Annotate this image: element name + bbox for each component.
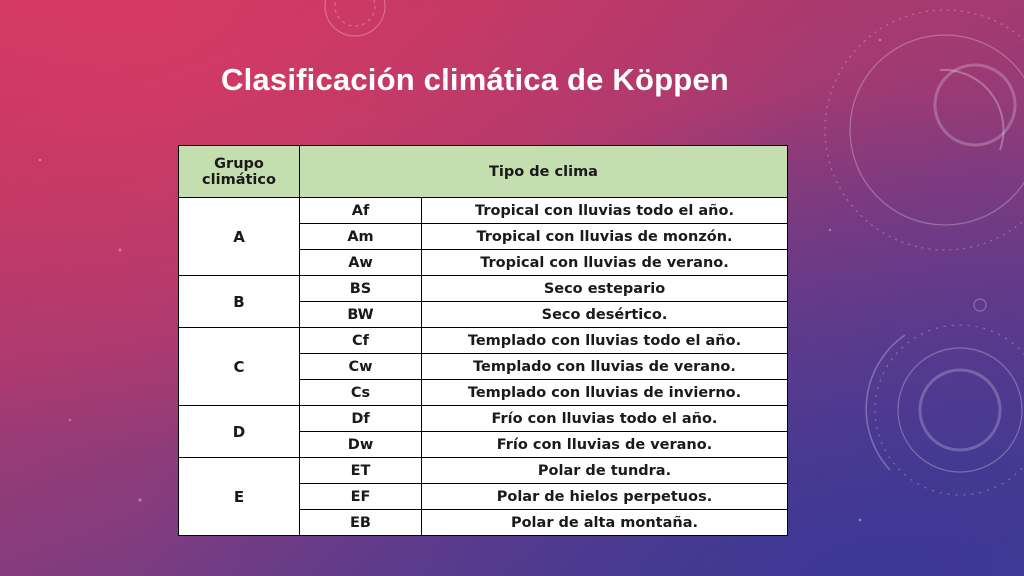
- climate-description-cell: Templado con lluvias de verano.: [422, 354, 788, 380]
- climate-description-cell: Polar de alta montaña.: [422, 510, 788, 536]
- table-row: [179, 458, 788, 484]
- climate-code-cell: BS: [300, 276, 422, 302]
- climate-description-cell: Frío con lluvias todo el año.: [422, 406, 788, 432]
- slide-title: Clasificación climática de Köppen: [221, 62, 729, 97]
- climate-description-cell: Templado con lluvias de invierno.: [422, 380, 788, 406]
- header-group: Grupo climático: [179, 146, 300, 198]
- table-row: [179, 276, 788, 302]
- climate-code-cell: EB: [300, 510, 422, 536]
- climate-code-cell: Df: [300, 406, 422, 432]
- climate-code-cell: Cf: [300, 328, 422, 354]
- table-row: [179, 328, 788, 354]
- climate-code-cell: Am: [300, 224, 422, 250]
- group-cell: C: [179, 328, 300, 406]
- climate-description-cell: Seco desértico.: [422, 302, 788, 328]
- climate-description-cell: Polar de tundra.: [422, 458, 788, 484]
- group-cell: A: [179, 198, 300, 276]
- climate-description-cell: Polar de hielos perpetuos.: [422, 484, 788, 510]
- group-cell: D: [179, 406, 300, 458]
- climate-code-cell: Af: [300, 198, 422, 224]
- climate-description-cell: Templado con lluvias todo el año.: [422, 328, 788, 354]
- climate-description-cell: Tropical con lluvias todo el año.: [422, 198, 788, 224]
- climate-code-cell: Dw: [300, 432, 422, 458]
- koppen-table-body: [179, 146, 788, 536]
- climate-code-cell: Cs: [300, 380, 422, 406]
- climate-code-cell: BW: [300, 302, 422, 328]
- climate-code-cell: Cw: [300, 354, 422, 380]
- climate-description-cell: Tropical con lluvias de verano.: [422, 250, 788, 276]
- group-cell: B: [179, 276, 300, 328]
- climate-description-cell: Frío con lluvias de verano.: [422, 432, 788, 458]
- climate-code-cell: Aw: [300, 250, 422, 276]
- group-cell: E: [179, 458, 300, 536]
- table-row: [179, 198, 788, 224]
- table-row: [179, 406, 788, 432]
- header-type: Tipo de clima: [300, 146, 788, 198]
- table-header-row: [179, 146, 788, 198]
- koppen-table: [178, 145, 788, 536]
- climate-code-cell: ET: [300, 458, 422, 484]
- climate-description-cell: Seco estepario: [422, 276, 788, 302]
- climate-description-cell: Tropical con lluvias de monzón.: [422, 224, 788, 250]
- climate-code-cell: EF: [300, 484, 422, 510]
